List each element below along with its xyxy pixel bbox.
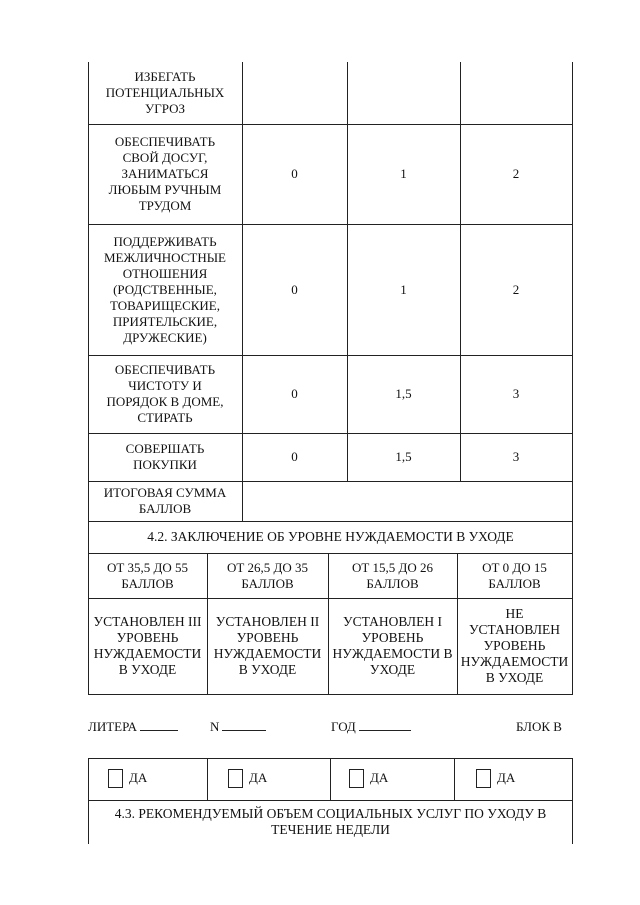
level-3-checkbox[interactable] [108,764,147,792]
table-row-label: ОБЕСПЕЧИВАТЬ СВОЙ ДОСУГ, ЗАНИМАТЬСЯ ЛЮБЫМ РУЧНЫМ ТРУДОМ [108,134,222,213]
block-label: БЛОК В [516,719,562,734]
level-2-checkbox[interactable] [228,764,267,792]
table-row-label: ОБЕСПЕЧИВАТЬ ЧИСТОТУ И ПОРЯДОК В ДОМЕ, СТИРАТЬ [106,362,224,425]
score-cell: 3 [512,449,520,464]
level-cell: УСТАНОВЛЕН II УРОВЕНЬ НУЖДАЕМОСТИ В УХОДЕ [213,614,322,677]
score-cell: 0 [291,281,298,297]
score-cell: 2 [512,166,520,181]
checkbox-square-icon[interactable] [349,769,364,788]
range-cell: ОТ 35,5 ДО 55 БАЛЛОВ [106,559,189,591]
litera-field [88,719,178,735]
score-cell: 0 [291,386,298,401]
section-4-3-title: 4.3. РЕКОМЕНДУЕМЫЙ ОБЪЕМ СОЦИАЛЬНЫХ УСЛУГ ПО УХОДУ В ТЕЧЕНИЕ НЕДЕЛИ [114,806,547,837]
table-row-label: ПОДДЕРЖИВАТЬ МЕЖЛИЧНОСТНЫЕ ОТНОШЕНИЯ (РОДСТВЕННЫЕ, ТОВАРИЩЕСКИЕ, ПРИЯТЕЛЬСКИЕ, ДРУЖЕСКИЕ) [103,233,226,345]
score-cell: 0 [291,449,298,464]
checkbox-square-icon[interactable] [476,769,491,788]
year-field [331,719,411,735]
number-field [210,719,266,735]
range-cell: ОТ 0 ДО 15 БАЛЛОВ [482,559,547,591]
score-cell [242,62,347,124]
range-cell: ОТ 26,5 ДО 35 БАЛЛОВ [226,559,309,591]
score-cell [347,62,460,124]
range-cell: ОТ 15,5 ДО 26 БАЛЛОВ [351,559,434,591]
no-level-checkbox[interactable] [476,764,515,792]
checkbox-square-icon[interactable] [228,769,243,788]
level-cell: НЕ УСТАНОВЛЕН УРОВЕНЬ НУЖДАЕМОСТИ В УХОДЕ [460,606,569,685]
score-cell: 2 [512,281,520,297]
score-cell: 1 [400,281,407,297]
year-label: ГОД [331,719,356,734]
level-1-checkbox[interactable] [349,764,388,792]
score-cell: 0 [291,166,298,181]
score-cell: 1,5 [395,386,412,401]
number-label: N [210,719,220,734]
checkbox-label: ДА [497,770,516,785]
checkbox-label: ДА [370,770,389,785]
score-cell [460,62,572,124]
score-cell: 1,5 [395,449,412,464]
litera-label: ЛИТЕРА [88,719,138,734]
score-cell: 3 [512,386,520,401]
level-cell: УСТАНОВЛЕН III УРОВЕНЬ НУЖДАЕМОСТИ В УХОДЕ [93,614,202,677]
table-row-label: ИЗБЕГАТЬ ПОТЕНЦИАЛЬНЫХ УГРОЗ [105,69,225,116]
section-4-2-title: 4.2. ЗАКЛЮЧЕНИЕ ОБ УРОВНЕ НУЖДАЕМОСТИ В УХОДЕ [147,529,514,544]
level-cell: УСТАНОВЛЕН I УРОВЕНЬ НУЖДАЕМОСТИ В УХОДЕ [332,614,453,677]
checkbox-label: ДА [129,770,148,785]
score-cell: 1 [400,166,407,181]
total-score-label: ИТОГОВАЯ СУММА БАЛЛОВ [103,485,227,516]
table-row-label: СОВЕРШАТЬ ПОКУПКИ [125,441,205,472]
checkbox-label: ДА [249,770,268,785]
checkbox-square-icon[interactable] [108,769,123,788]
